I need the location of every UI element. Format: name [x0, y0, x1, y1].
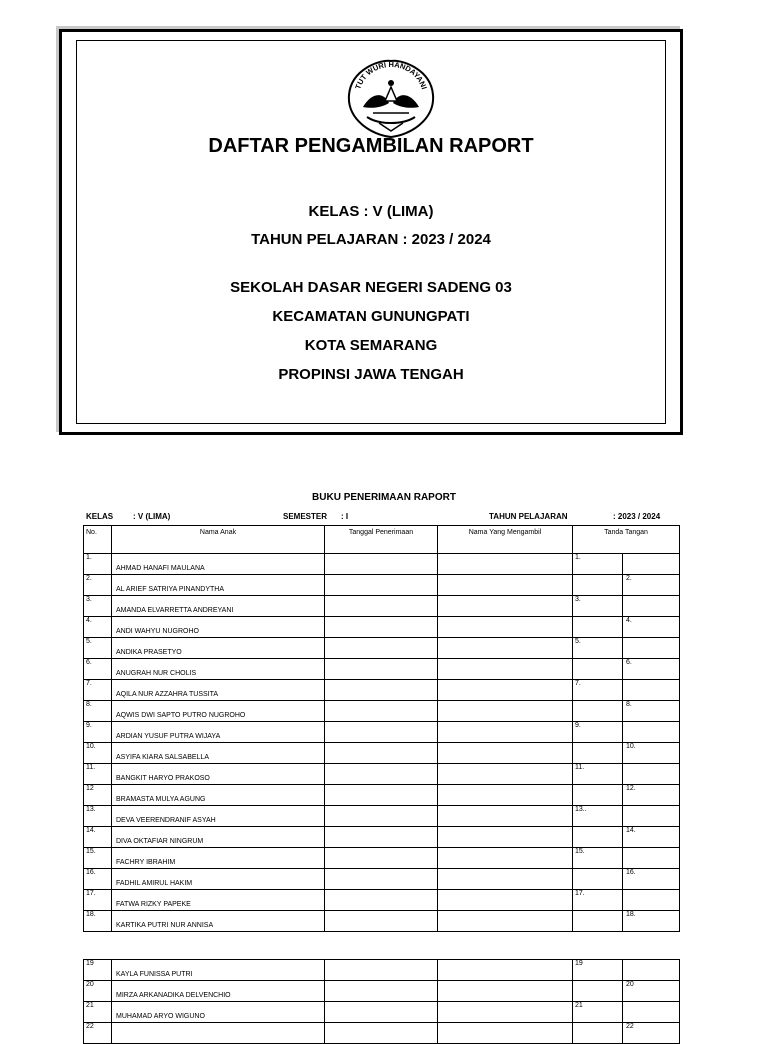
row-number: 22 [84, 1023, 112, 1044]
raport-table-continued [83, 959, 680, 1044]
signature-left: 7. [573, 680, 623, 701]
row-number: 10. [84, 743, 112, 764]
row-number: 13. [84, 806, 112, 827]
signature-left [573, 827, 623, 848]
taker-name-cell [438, 554, 573, 575]
table-row [84, 638, 680, 659]
taker-name-cell [438, 911, 573, 932]
signature-right [623, 960, 680, 981]
row-number: 7. [84, 680, 112, 701]
cover-province: PROPINSI JAWA TENGAH [278, 366, 464, 383]
receipt-date-cell [325, 806, 438, 827]
receipt-date-cell [325, 722, 438, 743]
signature-left: 19 [573, 960, 623, 981]
cover-city: KOTA SEMARANG [304, 337, 438, 354]
cover-title: DAFTAR PENGAMBILAN RAPORT [208, 135, 534, 157]
taker-name-cell [438, 981, 573, 1002]
signature-left [573, 575, 623, 596]
signature-right [623, 1002, 680, 1023]
table-row [84, 1002, 680, 1023]
receipt-date-cell [325, 827, 438, 848]
row-number: 8. [84, 701, 112, 722]
header-signature: Tanda Tangan [573, 526, 680, 554]
student-name: DIVA OKTAFIAR NINGRUM [112, 827, 325, 848]
receipt-date-cell [325, 869, 438, 890]
signature-right: 8. [623, 701, 680, 722]
row-number: 18. [84, 911, 112, 932]
student-name: AMANDA ELVARRETTA ANDREYANI [112, 596, 325, 617]
student-name: DEVA VEERENDRANIF ASYAH [112, 806, 325, 827]
signature-left [573, 743, 623, 764]
row-number: 4. [84, 617, 112, 638]
table-row [84, 596, 680, 617]
taker-name-cell [438, 848, 573, 869]
signature-right: 12. [623, 785, 680, 806]
taker-name-cell [438, 890, 573, 911]
taker-name-cell [438, 785, 573, 806]
semester-value: : I [341, 512, 349, 521]
sheet-title: BUKU PENERIMAAN RAPORT [312, 492, 456, 503]
table-header-row [84, 526, 680, 554]
tut-wuri-handayani-logo [341, 57, 441, 139]
receipt-date-cell [325, 1002, 438, 1023]
student-name [112, 1023, 325, 1044]
receipt-date-cell [325, 911, 438, 932]
table-row [84, 659, 680, 680]
row-number: 2. [84, 575, 112, 596]
student-name: KAYLA FUNISSA PUTRI [112, 960, 325, 981]
student-name: BANGKIT HARYO PRAKOSO [112, 764, 325, 785]
table-row [84, 981, 680, 1002]
signature-right [623, 638, 680, 659]
row-number: 19 [84, 960, 112, 981]
row-number: 15. [84, 848, 112, 869]
taker-name-cell [438, 1002, 573, 1023]
cover-school: SEKOLAH DASAR NEGERI SADENG 03 [230, 279, 512, 296]
signature-right [623, 680, 680, 701]
table-row [84, 911, 680, 932]
signature-right [623, 764, 680, 785]
student-name: AHMAD HANAFI MAULANA [112, 554, 325, 575]
cover-class: KELAS : V (LIMA) [308, 203, 434, 220]
row-number: 14. [84, 827, 112, 848]
taker-name-cell [438, 680, 573, 701]
signature-left [573, 617, 623, 638]
table-row [84, 575, 680, 596]
taker-name-cell [438, 869, 573, 890]
table-row [84, 869, 680, 890]
signature-right: 22 [623, 1023, 680, 1044]
signature-right: 20 [623, 981, 680, 1002]
student-name: MUHAMAD ARYO WIGUNO [112, 1002, 325, 1023]
signature-right [623, 722, 680, 743]
signature-left: 17. [573, 890, 623, 911]
signature-left [573, 981, 623, 1002]
signature-left [573, 911, 623, 932]
taker-name-cell [438, 764, 573, 785]
signature-left [573, 785, 623, 806]
signature-left [573, 1023, 623, 1044]
kelas-label: KELAS [86, 512, 114, 521]
receipt-date-cell [325, 575, 438, 596]
receipt-date-cell [325, 596, 438, 617]
signature-right: 16. [623, 869, 680, 890]
header-date: Tanggal Penerimaan [325, 526, 438, 554]
student-name: MIRZA ARKANADIKA DELVENCHIO [112, 981, 325, 1002]
row-number: 20 [84, 981, 112, 1002]
student-name: FADHIL AMIRUL HAKIM [112, 869, 325, 890]
taker-name-cell [438, 1023, 573, 1044]
table-row [84, 722, 680, 743]
signature-left: 21 [573, 1002, 623, 1023]
student-name: ANUGRAH NUR CHOLIS [112, 659, 325, 680]
table-row [84, 806, 680, 827]
receipt-date-cell [325, 554, 438, 575]
receipt-date-cell [325, 981, 438, 1002]
receipt-date-cell [325, 764, 438, 785]
taker-name-cell [438, 827, 573, 848]
signature-left: 15. [573, 848, 623, 869]
receipt-date-cell [325, 848, 438, 869]
header-no: No. [84, 526, 112, 554]
receipt-date-cell [325, 617, 438, 638]
signature-left [573, 701, 623, 722]
signature-right [623, 554, 680, 575]
table-row [84, 680, 680, 701]
table-row [84, 827, 680, 848]
table-row [84, 554, 680, 575]
table-row [84, 785, 680, 806]
row-number: 9. [84, 722, 112, 743]
taker-name-cell [438, 743, 573, 764]
receipt-date-cell [325, 659, 438, 680]
table-row [84, 960, 680, 981]
row-number: 6. [84, 659, 112, 680]
signature-left: 9. [573, 722, 623, 743]
row-number: 11. [84, 764, 112, 785]
row-number: 16. [84, 869, 112, 890]
student-name: ARDIAN YUSUF PUTRA WIJAYA [112, 722, 325, 743]
cover-year: TAHUN PELAJARAN : 2023 / 2024 [251, 231, 491, 248]
signature-left [573, 659, 623, 680]
row-number: 17. [84, 890, 112, 911]
student-name: ASYIFA KIARA SALSABELLA [112, 743, 325, 764]
receipt-date-cell [325, 743, 438, 764]
row-number: 3. [84, 596, 112, 617]
table-row [84, 890, 680, 911]
taker-name-cell [438, 960, 573, 981]
row-number: 21 [84, 1002, 112, 1023]
row-number: 1. [84, 554, 112, 575]
table-row [84, 848, 680, 869]
table-row [84, 617, 680, 638]
receipt-date-cell [325, 890, 438, 911]
receipt-date-cell [325, 638, 438, 659]
student-name: BRAMASTA MULYA AGUNG [112, 785, 325, 806]
cover-inner-frame [76, 40, 666, 424]
receipt-date-cell [325, 960, 438, 981]
row-number: 12 [84, 785, 112, 806]
table-row [84, 701, 680, 722]
signature-left: 13.. [573, 806, 623, 827]
table-row [84, 764, 680, 785]
signature-left: 1. [573, 554, 623, 575]
signature-right: 2. [623, 575, 680, 596]
cover-district: KECAMATAN GUNUNGPATI [272, 308, 470, 325]
receipt-date-cell [325, 680, 438, 701]
receipt-date-cell [325, 1023, 438, 1044]
taker-name-cell [438, 659, 573, 680]
taker-name-cell [438, 617, 573, 638]
signature-right: 14. [623, 827, 680, 848]
signature-right [623, 596, 680, 617]
taker-name-cell [438, 806, 573, 827]
signature-right: 6. [623, 659, 680, 680]
student-name: FATWA RIZKY PAPEKE [112, 890, 325, 911]
signature-left [573, 869, 623, 890]
student-name: KARTIKA PUTRI NUR ANNISA [112, 911, 325, 932]
student-name: AQWIS DWI SAPTO PUTRO NUGROHO [112, 701, 325, 722]
kelas-value: : V (LIMA) [133, 512, 171, 521]
student-name: FACHRY IBRAHIM [112, 848, 325, 869]
student-name: AQILA NUR AZZAHRA TUSSITA [112, 680, 325, 701]
signature-left: 3. [573, 596, 623, 617]
header-name: Nama Anak [112, 526, 325, 554]
taker-name-cell [438, 575, 573, 596]
logo-motto: TUT WURI HANDAYANI [353, 59, 429, 91]
signature-right: 10. [623, 743, 680, 764]
raport-table [83, 525, 680, 932]
student-name: ANDI WAHYU NUGROHO [112, 617, 325, 638]
receipt-date-cell [325, 701, 438, 722]
signature-left: 11. [573, 764, 623, 785]
cover-frame [59, 29, 683, 435]
receipt-date-cell [325, 785, 438, 806]
student-name: ANDIKA PRASETYO [112, 638, 325, 659]
signature-right: 4. [623, 617, 680, 638]
taker-name-cell [438, 701, 573, 722]
header-taker: Nama Yang Mengambil [438, 526, 573, 554]
tahun-value: : 2023 / 2024 [613, 512, 661, 521]
signature-right [623, 848, 680, 869]
semester-label: SEMESTER [283, 512, 328, 521]
tahun-label: TAHUN PELAJARAN [489, 512, 568, 521]
table-row [84, 743, 680, 764]
row-number: 5. [84, 638, 112, 659]
taker-name-cell [438, 638, 573, 659]
signature-right [623, 806, 680, 827]
student-name: AL ARIEF SATRIYA PINANDYTHA [112, 575, 325, 596]
taker-name-cell [438, 596, 573, 617]
signature-right [623, 890, 680, 911]
signature-right: 18. [623, 911, 680, 932]
signature-left: 5. [573, 638, 623, 659]
taker-name-cell [438, 722, 573, 743]
table-row [84, 1023, 680, 1044]
